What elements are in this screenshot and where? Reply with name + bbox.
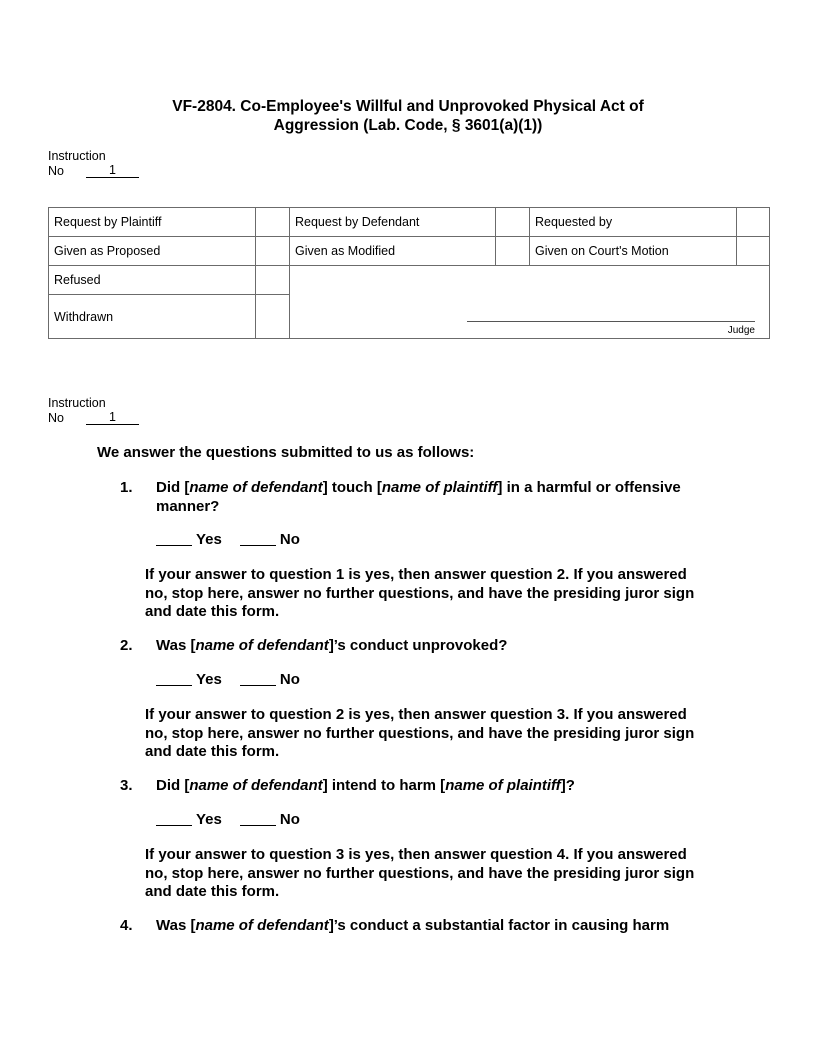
judge-signature-line[interactable] [467,321,755,322]
given-as-modified-checkbox[interactable] [496,237,530,266]
question-1 [120,479,740,516]
yes-blank[interactable] [156,671,192,686]
question-4 [120,917,740,936]
no-label: No [279,671,300,688]
request-status-table [48,207,770,339]
question-2-instruction: If your answer to question 2 is yes, then answer question 3. If you answered no, stop here, answer no further questions, and have the presiding juror sign and date this form. [145,706,695,760]
yes-blank[interactable] [156,531,192,546]
instruction-number-field[interactable]: 1 [86,164,139,179]
title-line-2: Aggression (Lab. Code, § 3601(a)(1)) [273,117,543,134]
request-by-defendant-label: Request by Defendant [290,208,496,237]
no-label: No [279,531,300,548]
table-row [49,266,770,295]
yes-label: Yes [196,811,222,828]
withdrawn-label: Withdrawn [49,295,256,339]
no-blank[interactable] [240,671,276,686]
yes-label: Yes [196,531,222,548]
instruction-label: Instruction [48,149,106,163]
answer-options-3 [156,811,318,830]
verdict-lead-text: We answer the questions submitted to us as follows: [97,444,475,461]
question-text: Did [name of defendant] intend to harm [name of plaintiff]? [156,777,575,794]
request-by-plaintiff-checkbox[interactable] [256,208,290,237]
title-line-1: VF-2804. Co-Employee's Willful and Unprovoked Physical Act of [172,98,644,115]
refused-label: Refused [49,266,256,295]
question-1-instruction: If your answer to question 1 is yes, then answer question 2. If you answered no, stop here, answer no further questions, and have the presiding juror sign and date this form. [145,566,695,620]
yes-blank[interactable] [156,811,192,826]
requested-by-checkbox[interactable] [737,208,770,237]
judge-signature-cell [290,266,770,339]
given-as-proposed-label: Given as Proposed [49,237,256,266]
no-label: No [279,811,300,828]
withdrawn-checkbox[interactable] [256,295,290,339]
answer-options-2 [156,671,318,690]
no-label: No [48,410,64,425]
document-title [0,97,816,135]
answer-options-1 [156,531,318,550]
given-on-courts-motion-checkbox[interactable] [737,237,770,266]
given-as-proposed-checkbox[interactable] [256,237,290,266]
instruction-label: Instruction [48,396,106,410]
given-as-modified-label: Given as Modified [290,237,496,266]
refused-checkbox[interactable] [256,266,290,295]
question-text: Was [name of defendant]’s conduct a substantial factor in causing harm [156,917,670,934]
judge-label: Judge [727,325,755,336]
table-row [49,208,770,237]
request-by-plaintiff-label: Request by Plaintiff [49,208,256,237]
question-number: 3. [120,777,133,794]
requested-by-label: Requested by [530,208,737,237]
question-text: Did [name of defendant] touch [name of plaintiff] in a harmful or offensive manner? [156,479,681,515]
question-number: 4. [120,917,133,934]
question-text: Was [name of defendant]’s conduct unprovoked? [156,637,508,654]
instruction-number-bottom [48,396,139,425]
instruction-number-top [48,149,139,178]
given-on-courts-motion-label: Given on Court's Motion [530,237,737,266]
question-number: 1. [120,479,133,496]
question-3 [120,777,740,796]
no-blank[interactable] [240,531,276,546]
request-by-defendant-checkbox[interactable] [496,208,530,237]
table-row [49,237,770,266]
question-2 [120,637,740,656]
no-label: No [48,163,64,178]
question-3-instruction: If your answer to question 3 is yes, then answer question 4. If you answered no, stop here, answer no further questions, and have the presiding juror sign and date this form. [145,846,695,900]
yes-label: Yes [196,671,222,688]
no-blank[interactable] [240,811,276,826]
instruction-number-field[interactable]: 1 [86,411,139,426]
question-number: 2. [120,637,133,654]
